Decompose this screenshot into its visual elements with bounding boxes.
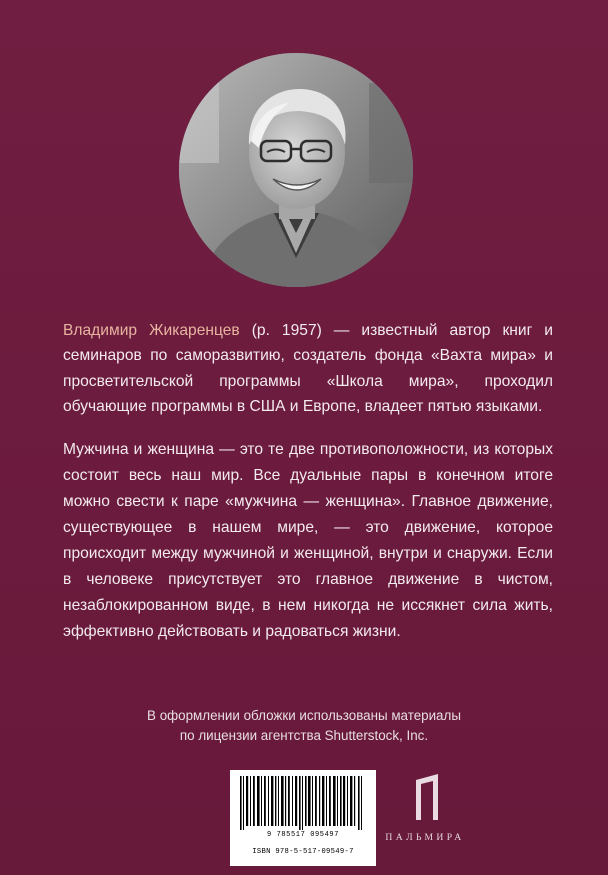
publisher-name: ПАЛЬМИРА bbox=[385, 832, 465, 843]
isbn: ISBN 978-5-517-09549-7 bbox=[252, 848, 354, 856]
author-portrait bbox=[179, 53, 413, 287]
publisher-logo-icon bbox=[412, 772, 442, 822]
credits-line-1: В оформлении обложки использованы материалы bbox=[147, 708, 461, 723]
author-bio-text: (р. 1957) — известный автор книг и семинаров по саморазвитию, создатель фонда «Вахта мира» и просветительской программы «Школа мира», проходил обучающие программы в США и Европе, владеет пятью языками. bbox=[63, 322, 553, 416]
barcode-icon bbox=[238, 776, 368, 830]
cover-credits bbox=[130, 706, 478, 746]
barcode-label bbox=[230, 770, 376, 866]
barcode-digits: 9 785517 095497 bbox=[266, 831, 339, 839]
book-description: Мужчина и женщина — это те две противоположности, из которых состоит весь наш мир. Все дуальные пары в конечном итоге можно свести к паре «мужчина — женщина». Главное движение, существующее в нашем мире, — это движение, которое происходит между мужчиной и женщиной, внутри и снаружи. Если в человеке присутствует это главное движение в чистом, незаблокированном виде, в нем никогда не иссякнет сила жить, эффективно действовать и радоваться жизни. bbox=[63, 441, 553, 640]
credits-line-2: по лицензии агентства Shutterstock, Inc. bbox=[179, 728, 429, 743]
author-bio bbox=[63, 318, 553, 420]
author-name: Владимир Жикаренцев bbox=[63, 322, 240, 339]
